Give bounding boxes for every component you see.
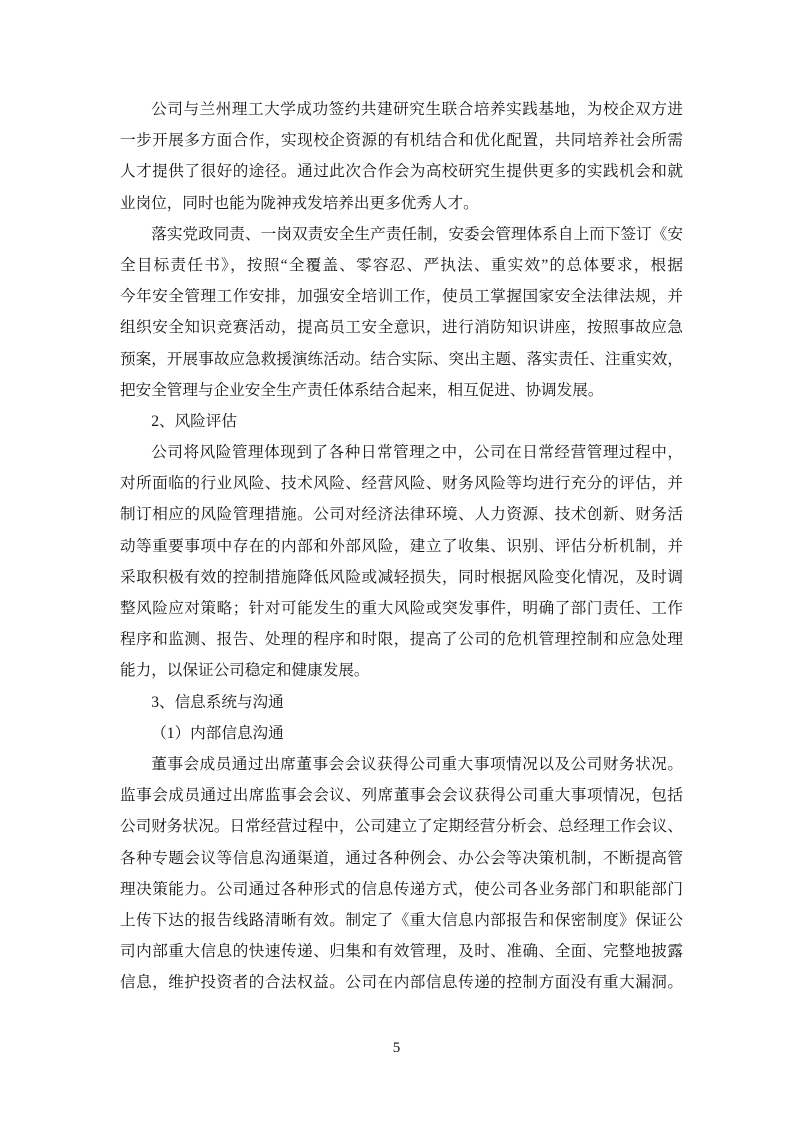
- text-line: 监事会成员通过出席监事会会议、列席董事会会议获得公司重大事项情况，包括: [120, 787, 683, 805]
- text-line: 落实党政同责、一岗双责安全生产责任制，安委会管理体系自上而下签订《安: [151, 225, 683, 243]
- text-line: 信息，维护投资者的合法权益。公司在内部信息传递的控制方面没有重大漏洞。: [120, 974, 683, 992]
- text-line: 组织安全知识竞赛活动，提高员工安全意识，进行消防知识讲座，按照事故应急: [120, 319, 683, 337]
- document-body: [120, 94, 683, 998]
- text-line: 业岗位，同时也能为陇神戎发培养出更多优秀人才。: [120, 194, 479, 212]
- text-line: 采取积极有效的控制措施降低风险或减轻损失，同时根据风险变化情况，及时调: [120, 568, 683, 586]
- paragraph: [120, 749, 683, 999]
- text-line: 公司财务状况。日常经营过程中，公司建立了定期经营分析会、总经理工作会议、: [120, 818, 683, 836]
- text-line: 对所面临的行业风险、技术风险、经营风险、财务风险等均进行充分的评估，并: [120, 475, 683, 493]
- page-number: 5: [392, 1040, 401, 1056]
- text-line: 理决策能力。公司通过各种形式的信息传递方式，使公司各业务部门和职能部门: [120, 880, 683, 898]
- text-line: 程序和监测、报告、处理的程序和时限，提高了公司的危机管理控制和应急处理: [120, 631, 683, 649]
- text-line: 人才提供了很好的途径。通过此次合作会为高校研究生提供更多的实践机会和就: [120, 163, 683, 181]
- paragraph: [120, 94, 683, 219]
- subsection-heading: [120, 718, 683, 749]
- text-line: 司内部重大信息的快速传递、归集和有效管理，及时、准确、全面、完整地披露: [120, 943, 683, 961]
- heading-line: 2、风险评估: [151, 412, 237, 430]
- heading-line: 3、信息系统与沟通: [151, 693, 284, 711]
- text-line: 把安全管理与企业安全生产责任体系结合起来，相互促进、协调发展。: [120, 381, 604, 399]
- text-line: 各种专题会议等信息沟通渠道，通过各种例会、办公会等决策机制，不断提高管: [120, 849, 683, 867]
- text-line: 动等重要事项中存在的内部和外部风险，建立了收集、识别、评估分析机制，并: [120, 537, 683, 555]
- text-line: 董事会成员通过出席董事会会议获得公司重大事项情况以及公司财务状况。: [151, 755, 683, 773]
- text-line: 上传下达的报告线路清晰有效。制定了《重大信息内部报告和保密制度》保证公: [120, 911, 683, 929]
- text-line: 制订相应的风险管理措施。公司对经济法律环境、人力资源、技术创新、财务活: [120, 506, 683, 524]
- text-line: 公司与兰州理工大学成功签约共建研究生联合培养实践基地，为校企双方进: [151, 101, 683, 118]
- text-line: 全目标责任书》，按照“全覆盖、零容忍、严执法、重实效”的总体要求，根据: [120, 256, 683, 274]
- section-heading: [120, 687, 683, 718]
- text-line: 预案，开展事故应急救援演练活动。结合实际、突出主题、落实责任、注重实效，: [120, 350, 683, 368]
- text-line: 整风险应对策略；针对可能发生的重大风险或突发事件，明确了部门责任、工作: [120, 600, 683, 617]
- section-heading: [120, 406, 683, 437]
- heading-line: （1）内部信息沟通: [151, 724, 284, 742]
- text-line: 一步开展多方面合作，实现校企资源的有机结合和优化配置，共同培养社会所需: [120, 132, 683, 150]
- text-line: 今年安全管理工作安排，加强安全培训工作，使员工掌握国家安全法律法规，并: [120, 288, 683, 306]
- text-line: 能力，以保证公司稳定和健康发展。: [120, 662, 370, 680]
- paragraph: [120, 437, 683, 687]
- paragraph: [120, 219, 683, 406]
- text-line: 公司将风险管理体现到了各种日常管理之中，公司在日常经营管理过程中，: [151, 444, 683, 462]
